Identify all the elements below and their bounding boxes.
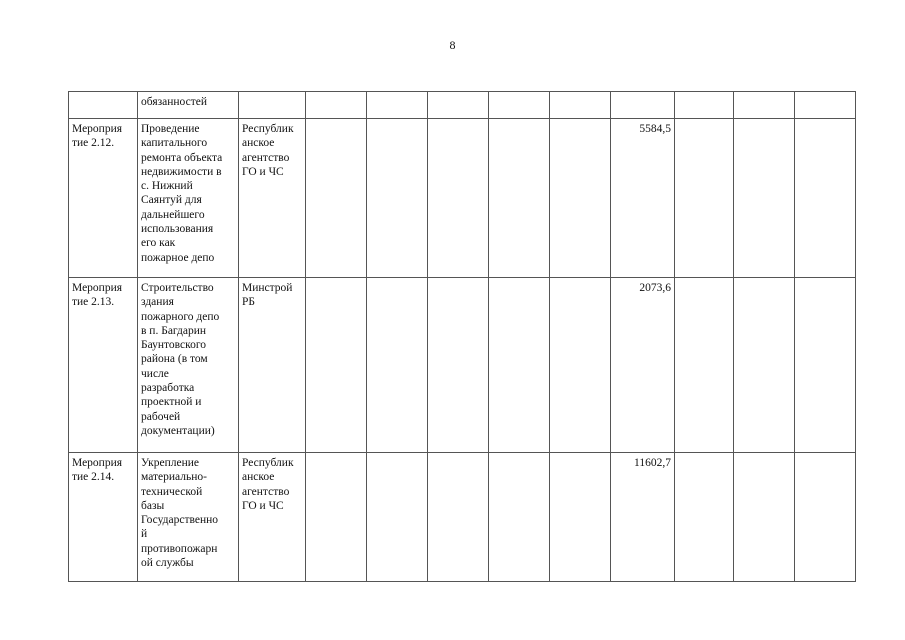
table-row bbox=[69, 119, 856, 278]
cell-name: Укрепление материально- технической базы Государственно й противопожарн ой службы bbox=[138, 453, 239, 582]
cell-value: 5584,5 bbox=[611, 119, 675, 278]
cell-empty bbox=[734, 453, 795, 582]
cell-empty bbox=[550, 119, 611, 278]
cell-empty bbox=[734, 92, 795, 119]
cell-empty bbox=[489, 453, 550, 582]
cell-empty bbox=[611, 92, 675, 119]
table-row bbox=[69, 453, 856, 582]
cell-empty bbox=[367, 92, 428, 119]
cell-empty bbox=[489, 119, 550, 278]
cell-empty bbox=[306, 453, 367, 582]
cell-empty bbox=[795, 453, 856, 582]
measures-table bbox=[68, 91, 856, 582]
cell-value: 11602,7 bbox=[611, 453, 675, 582]
cell-empty bbox=[675, 453, 734, 582]
cell-empty bbox=[306, 92, 367, 119]
cell-id: Мероприя тие 2.13. bbox=[69, 278, 138, 453]
cell-empty bbox=[306, 278, 367, 453]
cell-empty bbox=[734, 119, 795, 278]
cell-empty bbox=[428, 119, 489, 278]
cell-empty bbox=[675, 119, 734, 278]
cell-name: Строительство здания пожарного депо в п. Багдарин Баунтовского района (в том числе разработка проектной и рабочей документации) bbox=[138, 278, 239, 453]
table-row bbox=[69, 278, 856, 453]
page-number: 8 bbox=[449, 38, 456, 52]
cell-empty bbox=[367, 453, 428, 582]
cell-empty bbox=[795, 92, 856, 119]
cell-empty bbox=[550, 92, 611, 119]
cell-empty bbox=[550, 278, 611, 453]
cell-empty bbox=[428, 92, 489, 119]
cell-empty bbox=[489, 92, 550, 119]
cell-empty bbox=[795, 278, 856, 453]
cell-empty bbox=[734, 278, 795, 453]
cell-id: Мероприя тие 2.12. bbox=[69, 119, 138, 278]
cell-empty bbox=[367, 278, 428, 453]
cell-value: 2073,6 bbox=[611, 278, 675, 453]
cell-empty bbox=[795, 119, 856, 278]
cell-empty bbox=[675, 278, 734, 453]
cell-executor: Минстрой РБ bbox=[239, 278, 306, 453]
cell-name: Проведение капитального ремонта объекта недвижимости в с. Нижний Саянтуй для дальнейшего использования его как пожарное депо bbox=[138, 119, 239, 278]
cell-empty bbox=[428, 278, 489, 453]
cell-id: Мероприя тие 2.14. bbox=[69, 453, 138, 582]
cell-empty bbox=[489, 278, 550, 453]
cell-empty bbox=[675, 92, 734, 119]
cell-id bbox=[69, 92, 138, 119]
cell-executor bbox=[239, 92, 306, 119]
cell-executor: Республик анское агентство ГО и ЧС bbox=[239, 119, 306, 278]
table-row-continuation bbox=[69, 92, 856, 119]
cell-executor: Республик анское агентство ГО и ЧС bbox=[239, 453, 306, 582]
cell-name: обязанностей bbox=[138, 92, 239, 119]
cell-empty bbox=[550, 453, 611, 582]
cell-empty bbox=[306, 119, 367, 278]
cell-empty bbox=[367, 119, 428, 278]
cell-empty bbox=[428, 453, 489, 582]
